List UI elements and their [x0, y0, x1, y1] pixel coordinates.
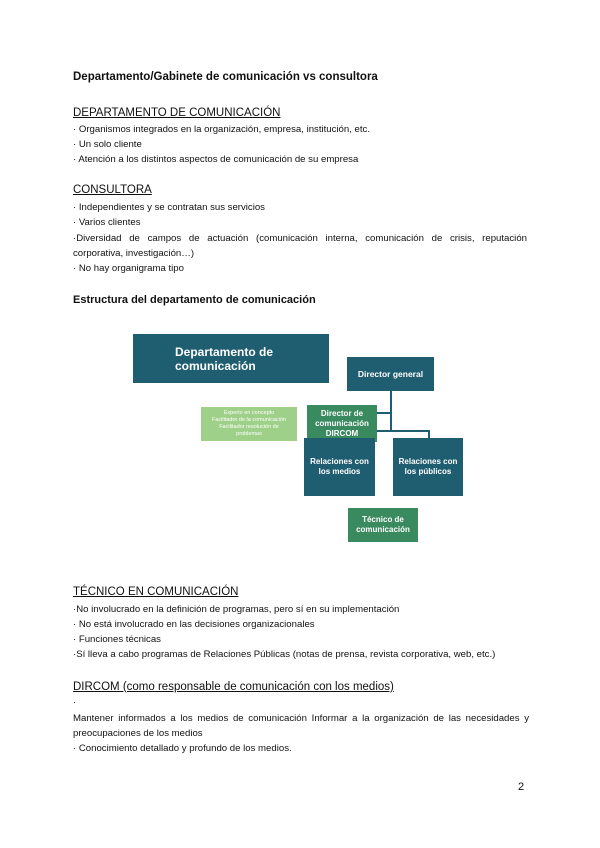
media-relations-box — [304, 438, 375, 496]
technician-item: · Funciones técnicas — [73, 634, 161, 645]
connector-line — [428, 430, 430, 438]
department-item: · Organismos integrados en la organización, empresa, institución, etc. — [73, 124, 371, 135]
media-relations-label: Relaciones con los medios — [310, 457, 369, 476]
public-relations-box — [393, 438, 463, 496]
consultancy-item: · Varios clientes — [73, 217, 141, 228]
side-note-line: Facilitador de la comunicación — [212, 417, 286, 423]
technician-heading: TÉCNICO EN COMUNICACIÓN — [73, 586, 239, 598]
department-heading: DEPARTAMENTO DE COMUNICACIÓN — [73, 107, 281, 119]
technician-item: · No está involucrado en las decisiones organizacionales — [73, 619, 315, 630]
director-general-box — [347, 357, 434, 391]
dircom-label: Director de comunicación DIRCOM — [315, 408, 369, 438]
director-general-label: Director general — [357, 369, 424, 379]
technician-box — [348, 508, 418, 542]
page-number: 2 — [518, 781, 525, 793]
public-relations-label: Relaciones con los públicos — [398, 457, 458, 476]
consultancy-heading: CONSULTORA — [73, 184, 152, 196]
side-note-box — [201, 407, 297, 441]
department-item: · Atención a los distintos aspectos de comunicación de su empresa — [73, 154, 359, 165]
consultancy-item: ·Diversidad de campos de actuación (comunicación interna, comunicación de crisis, reputación corporativa, investigación…) — [73, 233, 527, 259]
structure-title: Estructura del departamento de comunicación — [73, 294, 316, 306]
dircom-heading: DIRCOM (como responsable de comunicación con los medios) — [73, 681, 394, 693]
technician-item: ·Sí lleva a cabo programas de Relaciones Públicas (notas de prensa, revista corporativa, web, etc.) — [73, 649, 496, 660]
dircom-item: · Conocimiento detallado y profundo de los medios. — [73, 743, 292, 754]
consultancy-item: · No hay organigrama tipo — [73, 263, 184, 274]
side-note-line: Facilitador resolución de problemas — [219, 424, 279, 437]
consultancy-item: · Independientes y se contratan sus servicios — [73, 202, 265, 213]
page-title: Departamento/Gabinete de comunicación vs consultora — [73, 71, 378, 83]
technician-item: ·No involucrado en la definición de programas, pero sí en su implementación — [73, 604, 400, 615]
department-header-label: Departamento de comunicación — [175, 344, 274, 373]
department-item: · Un solo cliente — [73, 139, 142, 150]
dircom-box — [307, 405, 377, 442]
dircom-paragraph: Mantener informados a los medios de comunicación Informar a la organización de las necesidades y preocupaciones de los medios — [73, 713, 529, 739]
department-header-box — [133, 334, 329, 383]
connector-line — [390, 391, 392, 431]
side-note-line: Experto en concepto — [223, 410, 275, 416]
dircom-bullet: · — [73, 697, 77, 708]
technician-label: Técnico de comunicación — [356, 515, 410, 534]
connector-line — [377, 412, 390, 414]
